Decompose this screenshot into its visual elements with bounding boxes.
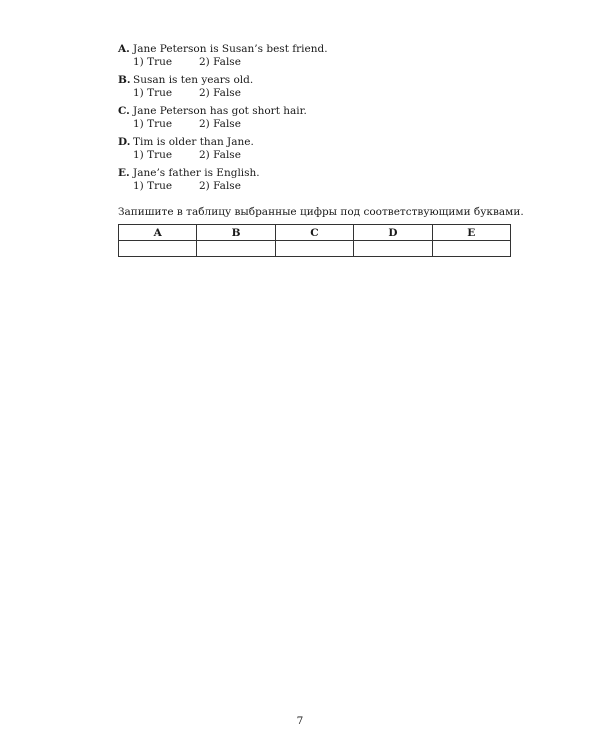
question-letter: A.: [118, 43, 130, 55]
question-text: Jane’s father is English.: [133, 167, 260, 179]
header-cell-c: C: [275, 225, 353, 241]
option-false: 2) False: [199, 180, 241, 192]
answer-cell-b[interactable]: [197, 241, 275, 257]
answer-table: [118, 224, 511, 257]
header-cell-b: B: [197, 225, 275, 241]
answer-cell-e[interactable]: [432, 241, 510, 257]
option-true: 1) True: [133, 149, 173, 161]
question-letter: B.: [118, 74, 131, 86]
option-false: 2) False: [199, 87, 241, 99]
option-false: 2) False: [199, 118, 241, 130]
header-cell-a: A: [119, 225, 197, 241]
option-true: 1) True: [133, 87, 173, 99]
question-d: [118, 136, 538, 167]
option-true: 1) True: [133, 118, 173, 130]
question-letter: D.: [118, 136, 131, 148]
option-false: 2) False: [199, 149, 241, 161]
question-c: [118, 105, 538, 136]
answer-table-entry-row: [119, 241, 511, 257]
answer-cell-a[interactable]: [119, 241, 197, 257]
table-instruction: Запишите в таблицу выбранные цифры под соответствующими буквами.: [118, 206, 524, 218]
question-list: [118, 43, 538, 198]
option-true: 1) True: [133, 56, 173, 68]
question-a: [118, 43, 538, 74]
header-cell-e: E: [432, 225, 510, 241]
question-e: [118, 167, 538, 198]
question-text: Jane Peterson is Susan’s best friend.: [133, 43, 328, 55]
question-text: Jane Peterson has got short hair.: [133, 105, 307, 117]
page-number: 7: [296, 715, 304, 727]
header-cell-d: D: [354, 225, 432, 241]
option-true: 1) True: [133, 180, 173, 192]
answer-cell-c[interactable]: [275, 241, 353, 257]
question-text: Tim is older than Jane.: [133, 136, 254, 148]
answer-cell-d[interactable]: [354, 241, 432, 257]
question-letter: E.: [118, 167, 130, 179]
question-letter: C.: [118, 105, 130, 117]
answer-table-header-row: [119, 225, 511, 241]
option-false: 2) False: [199, 56, 241, 68]
question-text: Susan is ten years old.: [133, 74, 254, 86]
question-b: [118, 74, 538, 105]
